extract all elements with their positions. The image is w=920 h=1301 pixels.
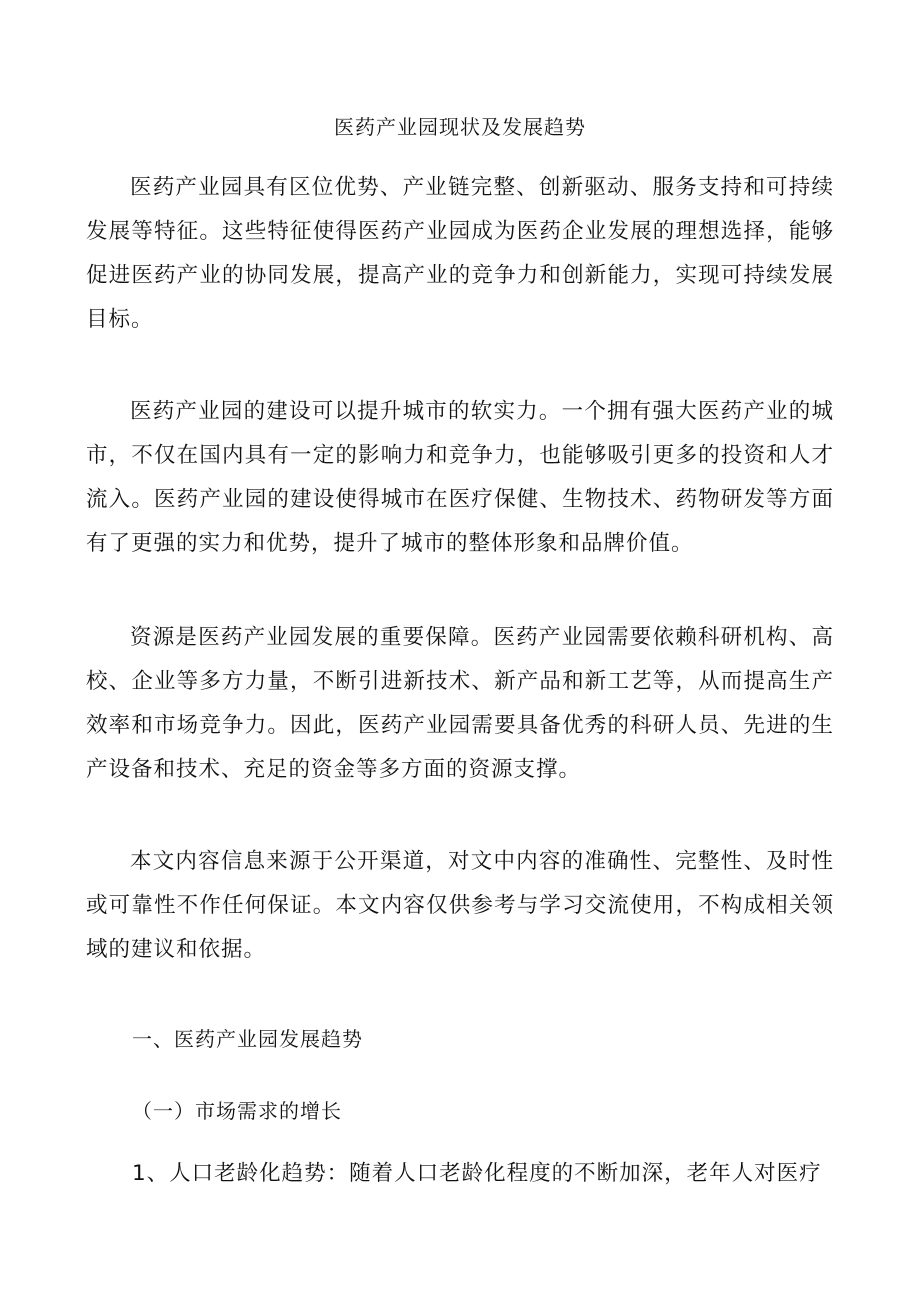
- subsection-heading: （一）市场需求的增长: [132, 1099, 342, 1123]
- paragraph-1: 医药产业园具有区位优势、产业链完整、创新驱动、服务支持和可持续发展等特征。这些特征使得医药产业园成为医药企业发展的理想选择，能够促进医药产业的协同发展，提高产业的竞争力和创新能力，实现可持续发展目标。: [86, 175, 834, 332]
- document-title: 医药产业园现状及发展趋势: [334, 115, 586, 139]
- section-heading: 一、医药产业园发展趋势: [132, 1027, 363, 1051]
- paragraph-2: 医药产业园的建设可以提升城市的软实力。一个拥有强大医药产业的城市，不仅在国内具有一定的影响力和竞争力，也能够吸引更多的投资和人才流入。医药产业园的建设使得城市在医疗保健、生物技术、药物研发等方面有了更强的实力和优势，提升了城市的整体形象和品牌价值。: [86, 399, 834, 556]
- paragraph-3: 资源是医药产业园发展的重要保障。医药产业园需要依赖科研机构、高校、企业等多方力量，不断引进新技术、新产品和新工艺等，从而提高生产效率和市场竞争力。因此，医药产业园需要具备优秀的科研人员、先进的生产设备和技术、充足的资金等多方面的资源支撑。: [86, 625, 834, 782]
- paragraph-4: 本文内容信息来源于公开渠道，对文中内容的准确性、完整性、及时性或可靠性不作任何保证。本文内容仅供参考与学习交流使用，不构成相关领域的建议和依据。: [86, 849, 834, 962]
- list-item-1: 1、人口老龄化趋势：随着人口老龄化程度的不断加深，老年人对医疗: [132, 1161, 822, 1186]
